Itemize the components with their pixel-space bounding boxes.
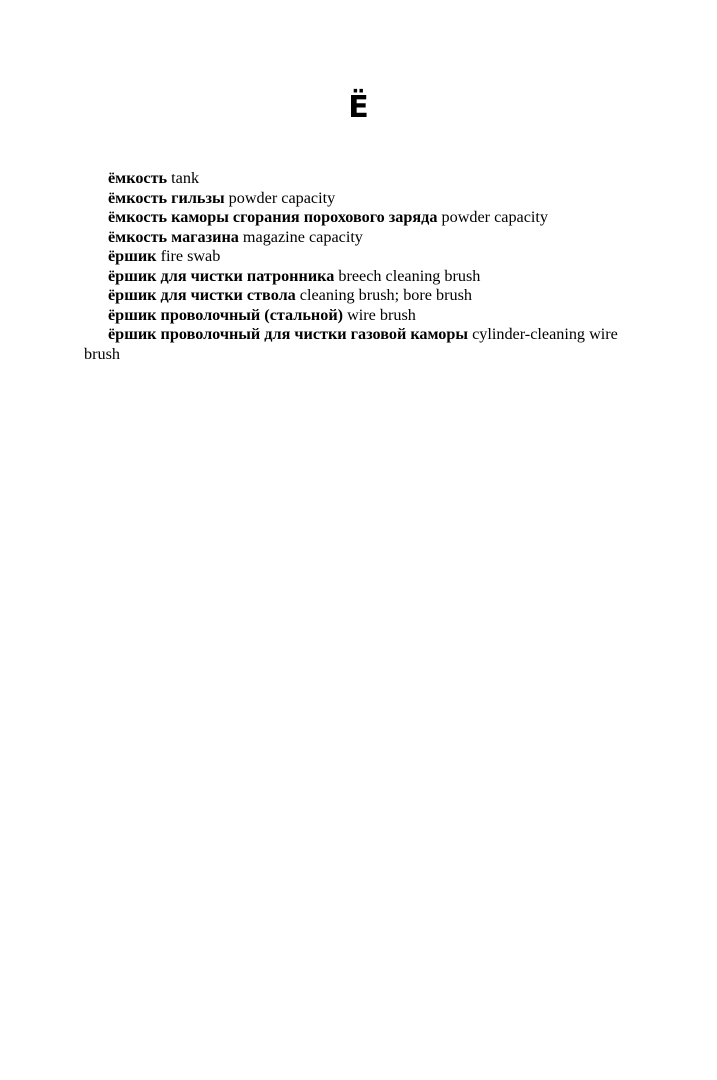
dictionary-entry — [84, 247, 650, 267]
dictionary-entry — [84, 267, 650, 287]
entry-term: ёршик проволочный (стальной) — [108, 305, 344, 324]
entry-term: ёршик для чистки ствола — [108, 286, 296, 304]
entry-translation: wire brush — [347, 305, 416, 324]
entry-term: ёмкость — [108, 169, 168, 187]
entry-list — [84, 169, 650, 364]
entry-translation: fire swab — [160, 247, 221, 265]
entry-term: ёршик — [108, 247, 157, 265]
entry-translation: powder capacity — [441, 208, 549, 226]
entry-term: ёмкость магазина — [108, 227, 239, 246]
entry-translation: powder capacity — [228, 188, 336, 207]
dictionary-entry — [84, 208, 650, 228]
dictionary-entry — [84, 286, 650, 306]
dictionary-entry — [84, 189, 650, 209]
dictionary-entry — [84, 228, 650, 248]
entry-translation: breech cleaning brush — [338, 266, 481, 285]
entry-term: ёршик проволочный для чистки газовой каморы — [108, 325, 469, 343]
entry-term: ёмкость гильзы — [108, 188, 225, 207]
entry-term: ёмкость каморы сгорания порохового заряда — [108, 208, 438, 226]
entry-term: ёршик для чистки патронника — [108, 266, 335, 285]
dictionary-entry — [84, 306, 650, 326]
entry-translation: cylinder-cleaning wire brush — [84, 325, 618, 363]
entry-translation: magazine capacity — [242, 227, 363, 246]
dictionary-entry — [84, 169, 650, 189]
entry-translation: cleaning brush; bore brush — [299, 286, 472, 304]
section-letter-heading: Ё — [348, 90, 369, 125]
entry-translation: tank — [171, 169, 200, 187]
dictionary-entry — [84, 325, 650, 364]
